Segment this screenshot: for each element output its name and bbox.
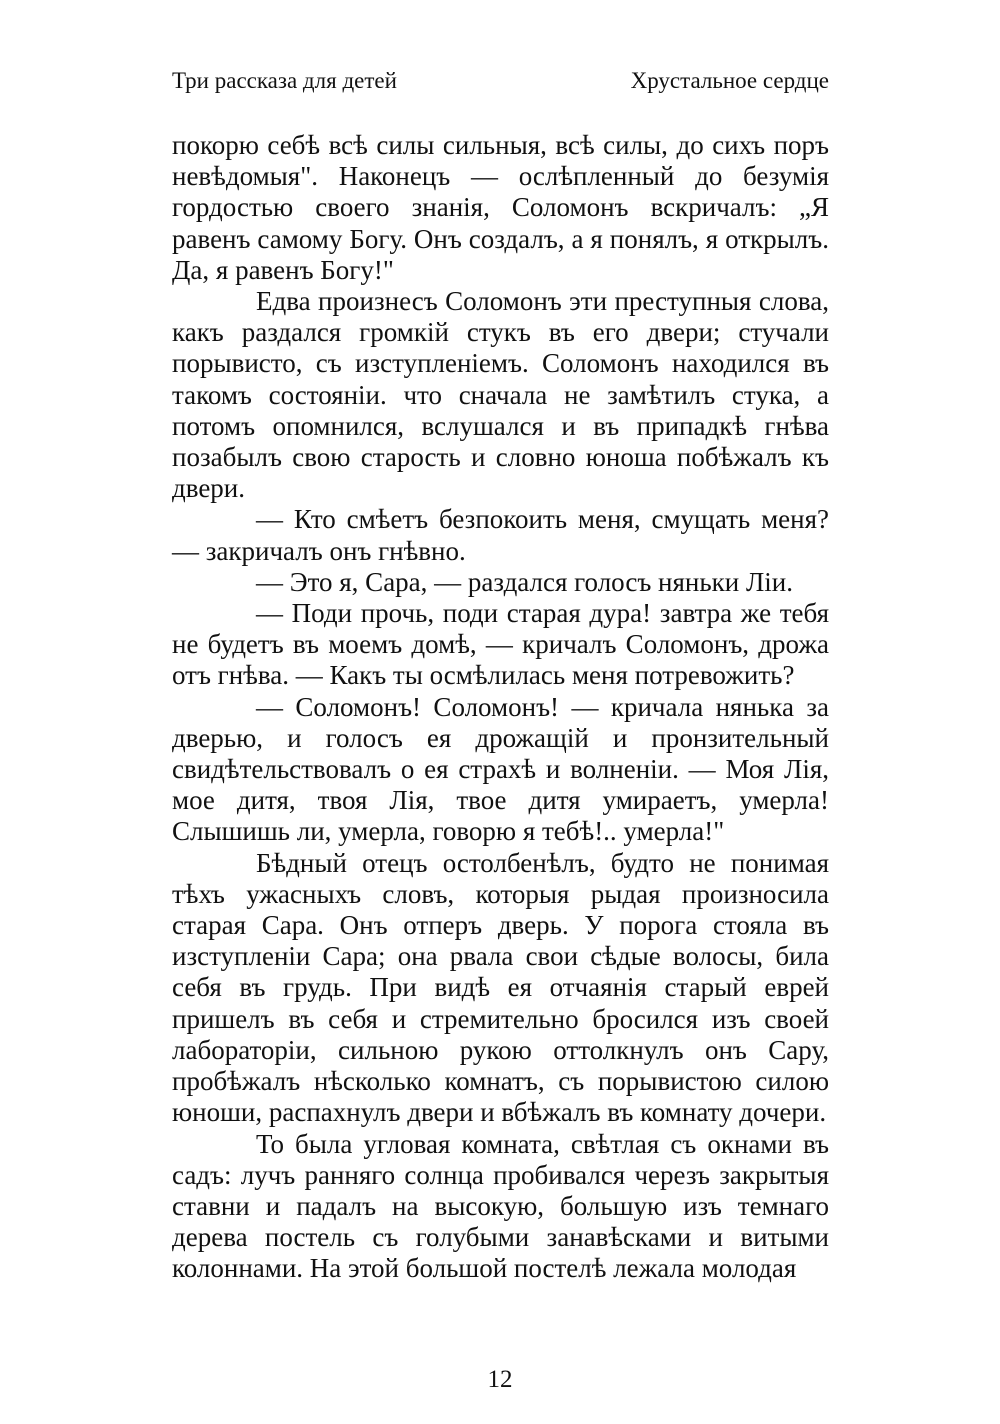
- page-body-text: [172, 130, 829, 1285]
- paragraph: То была угловая комната, свѣтлая съ окнами въ садъ: лучъ ранняго солнца пробивался черезъ закрытыя ставни и падалъ на высокую, большую изъ темнаго дерева постель съ голубыми занавѣсками и витыми колоннами. На этой большой постелѣ лежала молодая: [172, 1128, 829, 1284]
- header-book-title: Три рассказа для детей: [172, 68, 397, 93]
- header-chapter-title: Хрустальное сердце: [630, 68, 829, 93]
- paragraph: Едва произнесъ Соломонъ эти преступныя слова, какъ раздался громкій стукъ въ его двери; стучали порывисто, съ изступленіемъ. Соломонъ находился въ такомъ состояніи. что сначала не замѣтилъ стука, а потомъ опомнился, вслушался и въ припадкѣ гнѣва позабылъ свою старость и словно юноша побѣжалъ къ двери.: [172, 286, 829, 504]
- paragraph-dialogue: — Соломонъ! Соломонъ! — кричала нянька за дверью, и голосъ ея дрожащій и пронзительный свидѣтельствовалъ о ея страхѣ и волненіи. — Моя Лія, мое дитя, твоя Лія, твое дитя умираетъ, умерла! Слышишь ли, умерла, говорю я тебѣ!.. умерла!": [172, 691, 829, 847]
- paragraph-dialogue: — Кто смѣетъ безпокоить меня, смущать меня? — закричалъ онъ гнѣвно.: [172, 504, 829, 566]
- paragraph-dialogue: — Поди прочь, поди старая дура! завтра же тебя не будетъ въ моемъ домѣ, — кричалъ Соломонъ, дрожа отъ гнѣва. — Какъ ты осмѣлилась меня потревожить?: [172, 598, 829, 691]
- page-number: 12: [487, 1366, 513, 1393]
- paragraph-continued: покорю себѣ всѣ силы сильныя, всѣ силы, до сихъ поръ невѣдомыя". Наконецъ — ослѣпленный до безумія гордостью своего знанія, Соломонъ вскричалъ: „Я равенъ самому Богу. Онъ создалъ, а я понялъ, я открылъ. Да, я равенъ Богу!": [172, 130, 829, 285]
- paragraph-dialogue: — Это я, Сара, — раздался голосъ няньки Ліи.: [256, 566, 794, 597]
- paragraph: Бѣдный отецъ остолбенѣлъ, будто не понимая тѣхъ ужасныхъ словъ, которыя рыдая произносила старая Сара. Онъ отперъ дверь. У порога стояла въ изступленіи Сара; она рвала свои сѣдые волосы, била себя въ грудь. При видѣ ея отчаянія старый еврей пришелъ въ себя и стремительно бросился изъ своей лабораторіи, сильною рукою оттолкнулъ онъ Сару, пробѣжалъ нѣсколько комнатъ, съ порывистою силою юноши, распахнулъ двери и вбѣжалъ въ комнату дочери.: [172, 847, 829, 1128]
